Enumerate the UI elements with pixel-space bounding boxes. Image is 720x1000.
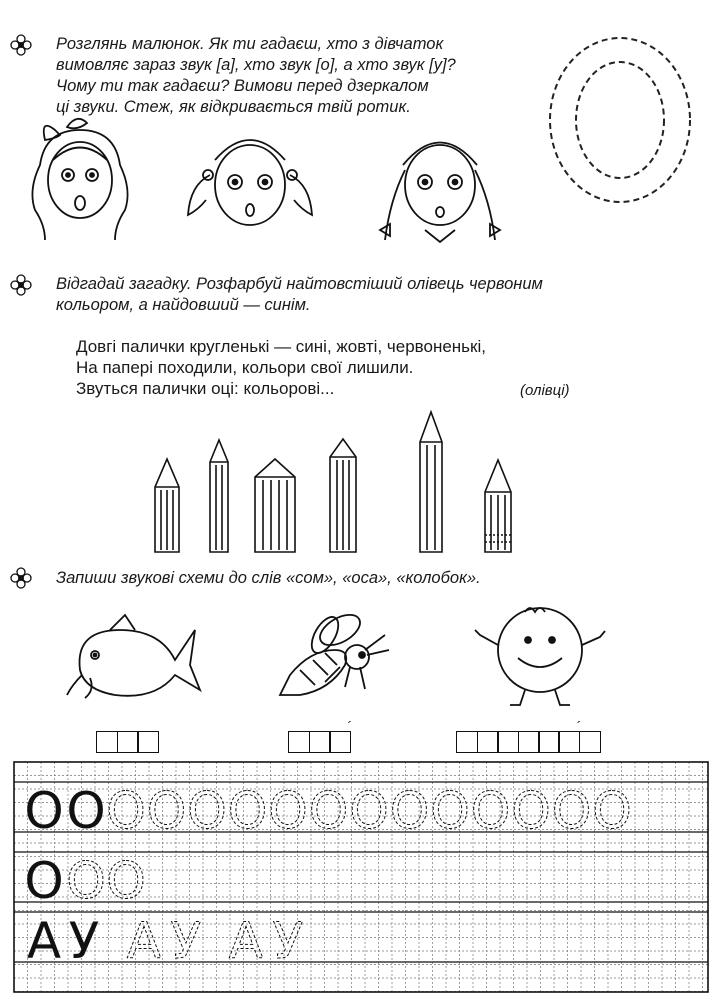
letter-o-trace: О (470, 782, 511, 840)
letter-a-trace: А (126, 912, 162, 970)
letter-o-trace: О (187, 782, 227, 840)
handwriting-practice-grid[interactable] (14, 762, 708, 992)
task1-line: вимовляє зараз звук [а], хто звук [о], а хто звук [у]? (56, 56, 456, 74)
letter-o-trace: О (308, 782, 349, 840)
sound-cell[interactable] (497, 731, 519, 753)
stress-mark: ´ (576, 718, 582, 734)
letter-o-trace: О (389, 782, 430, 840)
sound-cell[interactable] (558, 718, 582, 753)
flower-bullet-icon (10, 567, 32, 589)
letter-o-trace: О (146, 782, 187, 840)
flower-bullet-icon (10, 34, 32, 56)
catfish-illustration (60, 610, 200, 700)
task2-line: Відгадай загадку. Розфарбуй найтовстіший олівець червоним (56, 275, 543, 293)
sound-cell[interactable] (477, 731, 499, 753)
girl-saying-a-illustration (25, 115, 135, 255)
sound-cell[interactable] (96, 731, 118, 753)
letter-o-trace: О (66, 852, 106, 910)
letter-o-trace: О (592, 782, 632, 840)
riddle-line: Звуться палички оці: кольорові... (76, 379, 335, 398)
riddle-line: Довгі палички кругленькі — сині, жовті, червоненькі, (76, 337, 486, 356)
letter-o-sample: О (24, 782, 64, 840)
letter-u-trace: У (170, 912, 202, 970)
riddle-line: На папері походили, кольори свої лишили. (76, 358, 414, 377)
kolobok-illustration (470, 600, 610, 710)
letter-u-trace: У (272, 912, 304, 970)
sound-cell[interactable] (329, 718, 353, 753)
letter-o-trace: О (349, 782, 389, 840)
sound-cell[interactable] (456, 731, 478, 753)
letter-o-trace: О (268, 782, 308, 840)
pencil-5-longest (420, 412, 442, 552)
task1-line: ці звуки. Стеж, як відкривається твій ротик. (56, 98, 411, 116)
sound-scheme-osa[interactable] (290, 718, 353, 753)
sound-cell[interactable] (137, 731, 159, 753)
dashed-letter-o (540, 30, 700, 210)
letter-a-sample: А (26, 912, 62, 970)
sound-cell[interactable] (518, 731, 540, 753)
letter-o-trace: О (511, 782, 551, 840)
letter-o-trace: О (106, 782, 146, 840)
letter-a-trace: А (228, 912, 264, 970)
task3-instructions: Запиши звукові схеми до слів «сом», «оса», «колобок». (56, 569, 481, 587)
sound-cell[interactable] (309, 731, 331, 753)
pencils-illustration (145, 410, 525, 560)
task1-instructions (56, 34, 536, 118)
letter-o-trace: О (551, 782, 592, 840)
sound-cell[interactable] (579, 731, 601, 753)
letter-o-sample: О (24, 852, 64, 910)
task1-line: Розглянь малюнок. Як ти гадаєш, хто з дівчаток (56, 35, 444, 53)
sound-cell[interactable] (288, 731, 310, 753)
riddle-poem (76, 336, 596, 399)
sound-scheme-som[interactable] (98, 731, 159, 753)
letter-o-trace: О (106, 852, 146, 910)
stress-mark: ´ (347, 718, 353, 734)
pencil-4 (330, 439, 356, 552)
task1-line: Чому ти так гадаєш? Вимови перед дзеркалом (56, 77, 429, 95)
pencil-2 (210, 440, 228, 552)
task2-line: кольором, а найдовший — синім. (56, 296, 311, 314)
letter-o-trace: О (430, 782, 470, 840)
riddle-answer: (олівці) (520, 382, 570, 399)
flower-bullet-icon (10, 274, 32, 296)
sound-cell[interactable] (538, 731, 560, 753)
letter-o-trace: О (227, 782, 268, 840)
task2-instructions (56, 274, 656, 316)
girl-saying-o-illustration (180, 120, 320, 250)
letter-u-sample: У (68, 912, 100, 970)
wasp-illustration (265, 605, 415, 705)
pencil-1 (155, 459, 179, 552)
girl-saying-u-illustration (375, 120, 505, 260)
sound-cell[interactable] (117, 731, 139, 753)
pencil-6 (485, 460, 511, 552)
letter-o-sample: О (66, 782, 106, 840)
pencil-3-thickest (255, 459, 295, 552)
sound-scheme-kolobok[interactable] (458, 718, 601, 753)
